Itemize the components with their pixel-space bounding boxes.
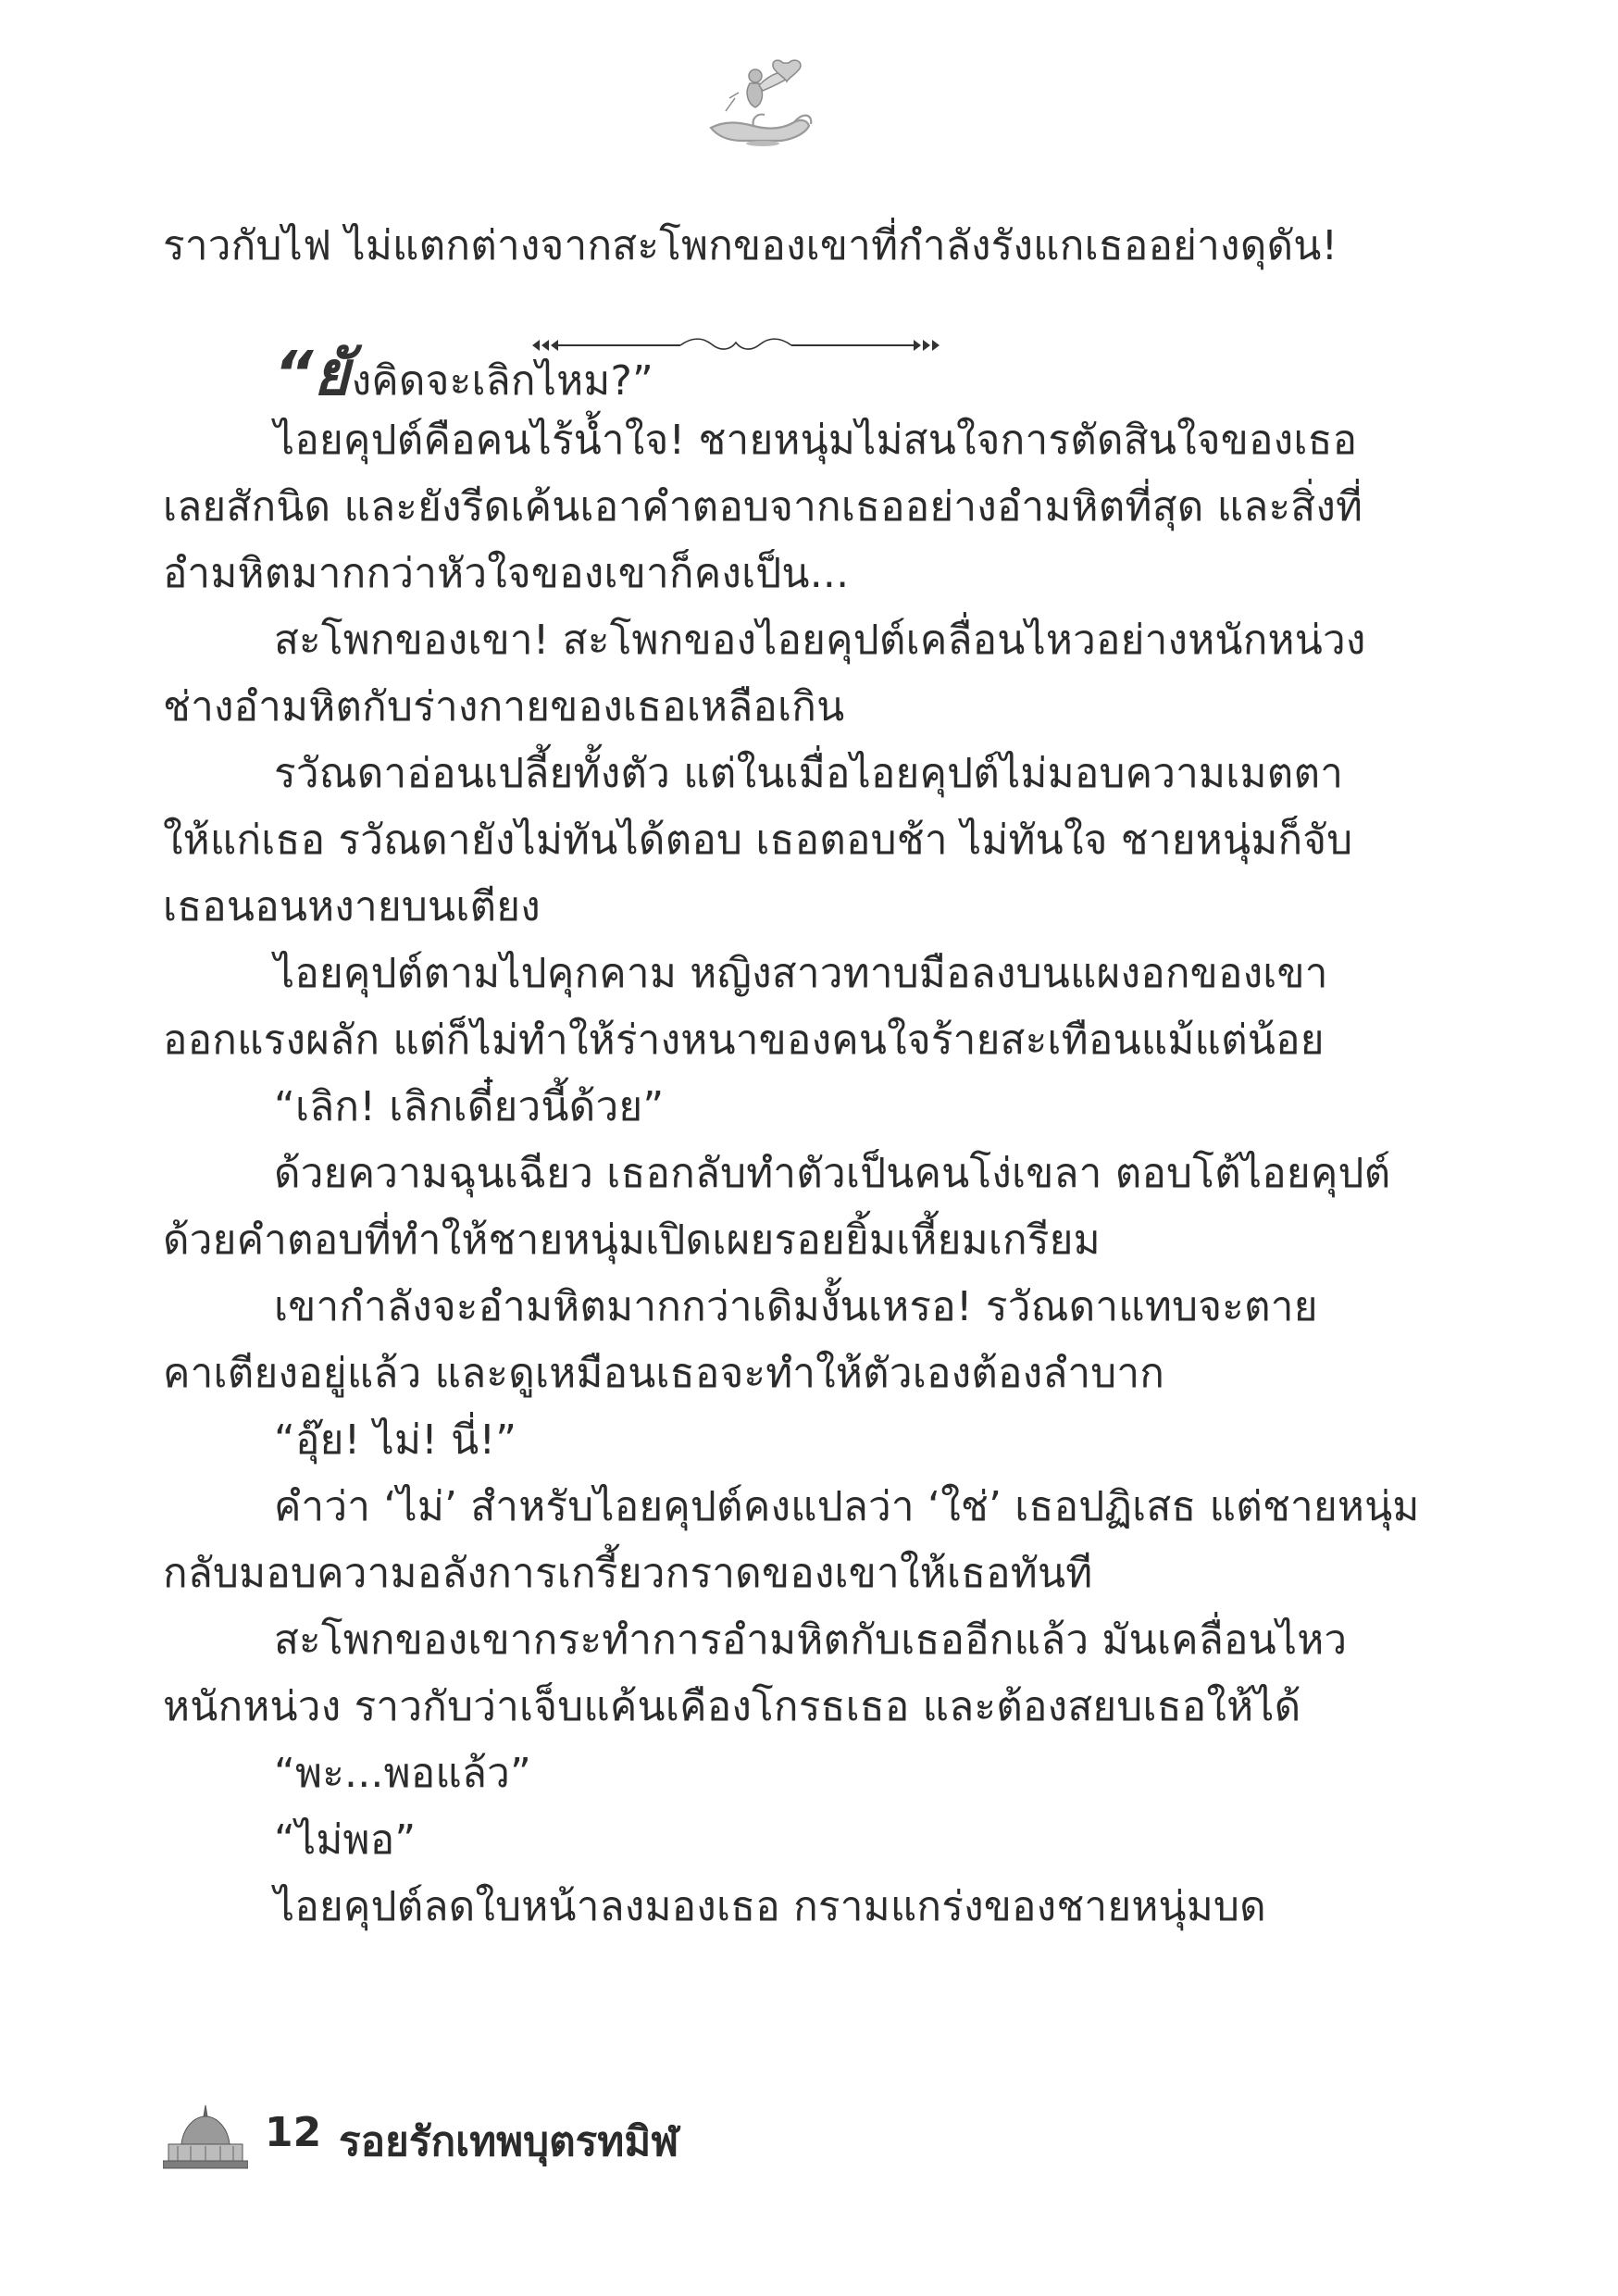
text-line: สะโพกของเขากระทำการอำมหิตกับเธออีกแล้ว มันเคลื่อนไหว	[274, 1616, 1348, 1664]
book-title: รอยรักเทพบุตรทมิฬ	[339, 2118, 679, 2165]
text-line: ไอยคุปต์คือคนไร้น้ำใจ! ชายหนุ่มไม่สนใจการตัดสินใจของเธอ	[274, 417, 1358, 464]
text-line: “อุ๊ย! ไม่! นี่!”	[274, 1416, 517, 1464]
cupid-lamp-icon	[698, 56, 818, 148]
text-line: “ไม่พอ”	[274, 1816, 417, 1864]
text-line: “เลิก! เลิกเดี๋ยวนี้ด้วย”	[274, 1083, 665, 1130]
text-line: คาเตียงอยู่แล้ว และดูเหมือนเธอจะทำให้ตัวเองต้องลำบาก	[163, 1350, 1165, 1397]
page-footer	[163, 2103, 996, 2177]
text-line: ให้แก่เธอ รวัณดายังไม่ทันได้ตอบ เธอตอบช้า ไม่ทันใจ ชายหนุ่มก็จับ	[163, 817, 1353, 864]
text-line: “พะ...พอแล้ว”	[274, 1750, 532, 1797]
text-line: ไอยคุปต์ลดใบหน้าลงมองเธอ กรามแกร่งของชายหนุ่มบด	[274, 1883, 1266, 1930]
text-line: ช่างอำมหิตกับร่างกายของเธอเหลือเกิน	[163, 683, 845, 730]
text-line: ด้วยความฉุนเฉียว เธอกลับทำตัวเป็นคนโง่เขลา ตอบโต้ไอยคุปต์	[274, 1150, 1391, 1197]
text-line: เธอนอนหงายบนเตียง	[163, 883, 541, 930]
text-line: ราวกับไฟ ไม่แตกต่างจากสะโพกของเขาที่กำลังรังแกเธออย่างดุดัน!	[163, 222, 1338, 269]
ornament-divider	[532, 331, 940, 359]
text-line: สะโพกของเขา! สะโพกของไอยคุปต์เคลื่อนไหวอย่างหนักหน่วง	[274, 617, 1366, 664]
text-line: ออกแรงผลัก แต่ก็ไม่ทำให้ร่างหนาของคนใจร้ายสะเทือนแม้แต่น้อย	[163, 1017, 1325, 1064]
text-line: ด้วยคำตอบที่ทำให้ชายหนุ่มเปิดเผยรอยยิ้มเหี้ยมเกรียม	[163, 1217, 1101, 1264]
text-line: อำมหิตมากกว่าหัวใจของเขาก็คงเป็น...	[163, 550, 850, 597]
temple-dome-icon	[163, 2103, 248, 2170]
text-line: เลยสักนิด และยังรีดเค้นเอาคำตอบจากเธออย่างอำมหิตที่สุด และสิ่งที่	[163, 483, 1363, 530]
page-number: 12	[265, 2109, 322, 2156]
text-line: กลับมอบความอลังการเกรี้ยวกราดของเขาให้เธอทันที	[163, 1550, 1093, 1597]
text-line: รวัณดาอ่อนเปลี้ยทั้งตัว แต่ในเมื่อไอยคุปต์ไม่มอบความเมตตา	[274, 750, 1344, 797]
text-line: คำว่า ‘ไม่’ สำหรับไอยคุปต์คงแปลว่า ‘ใช่’ เธอปฏิเสธ แต่ชายหนุ่ม	[274, 1483, 1420, 1530]
text-line: เขากำลังจะอำมหิตมากกว่าเดิมงั้นเหรอ! รวัณดาแทบจะตาย	[274, 1283, 1318, 1330]
text-line: งคิดจะเลิกไหม?”	[351, 357, 654, 405]
text-line: ไอยคุปต์ตามไปคุกคาม หญิงสาวทาบมือลงบนแผงอกของเขา	[274, 950, 1328, 997]
text-line: หนักหน่วง ราวกับว่าเจ็บแค้นเคืองโกรธเธอ และต้องสยบเธอให้ได้	[163, 1683, 1301, 1730]
drop-cap: “ยั	[274, 338, 350, 409]
